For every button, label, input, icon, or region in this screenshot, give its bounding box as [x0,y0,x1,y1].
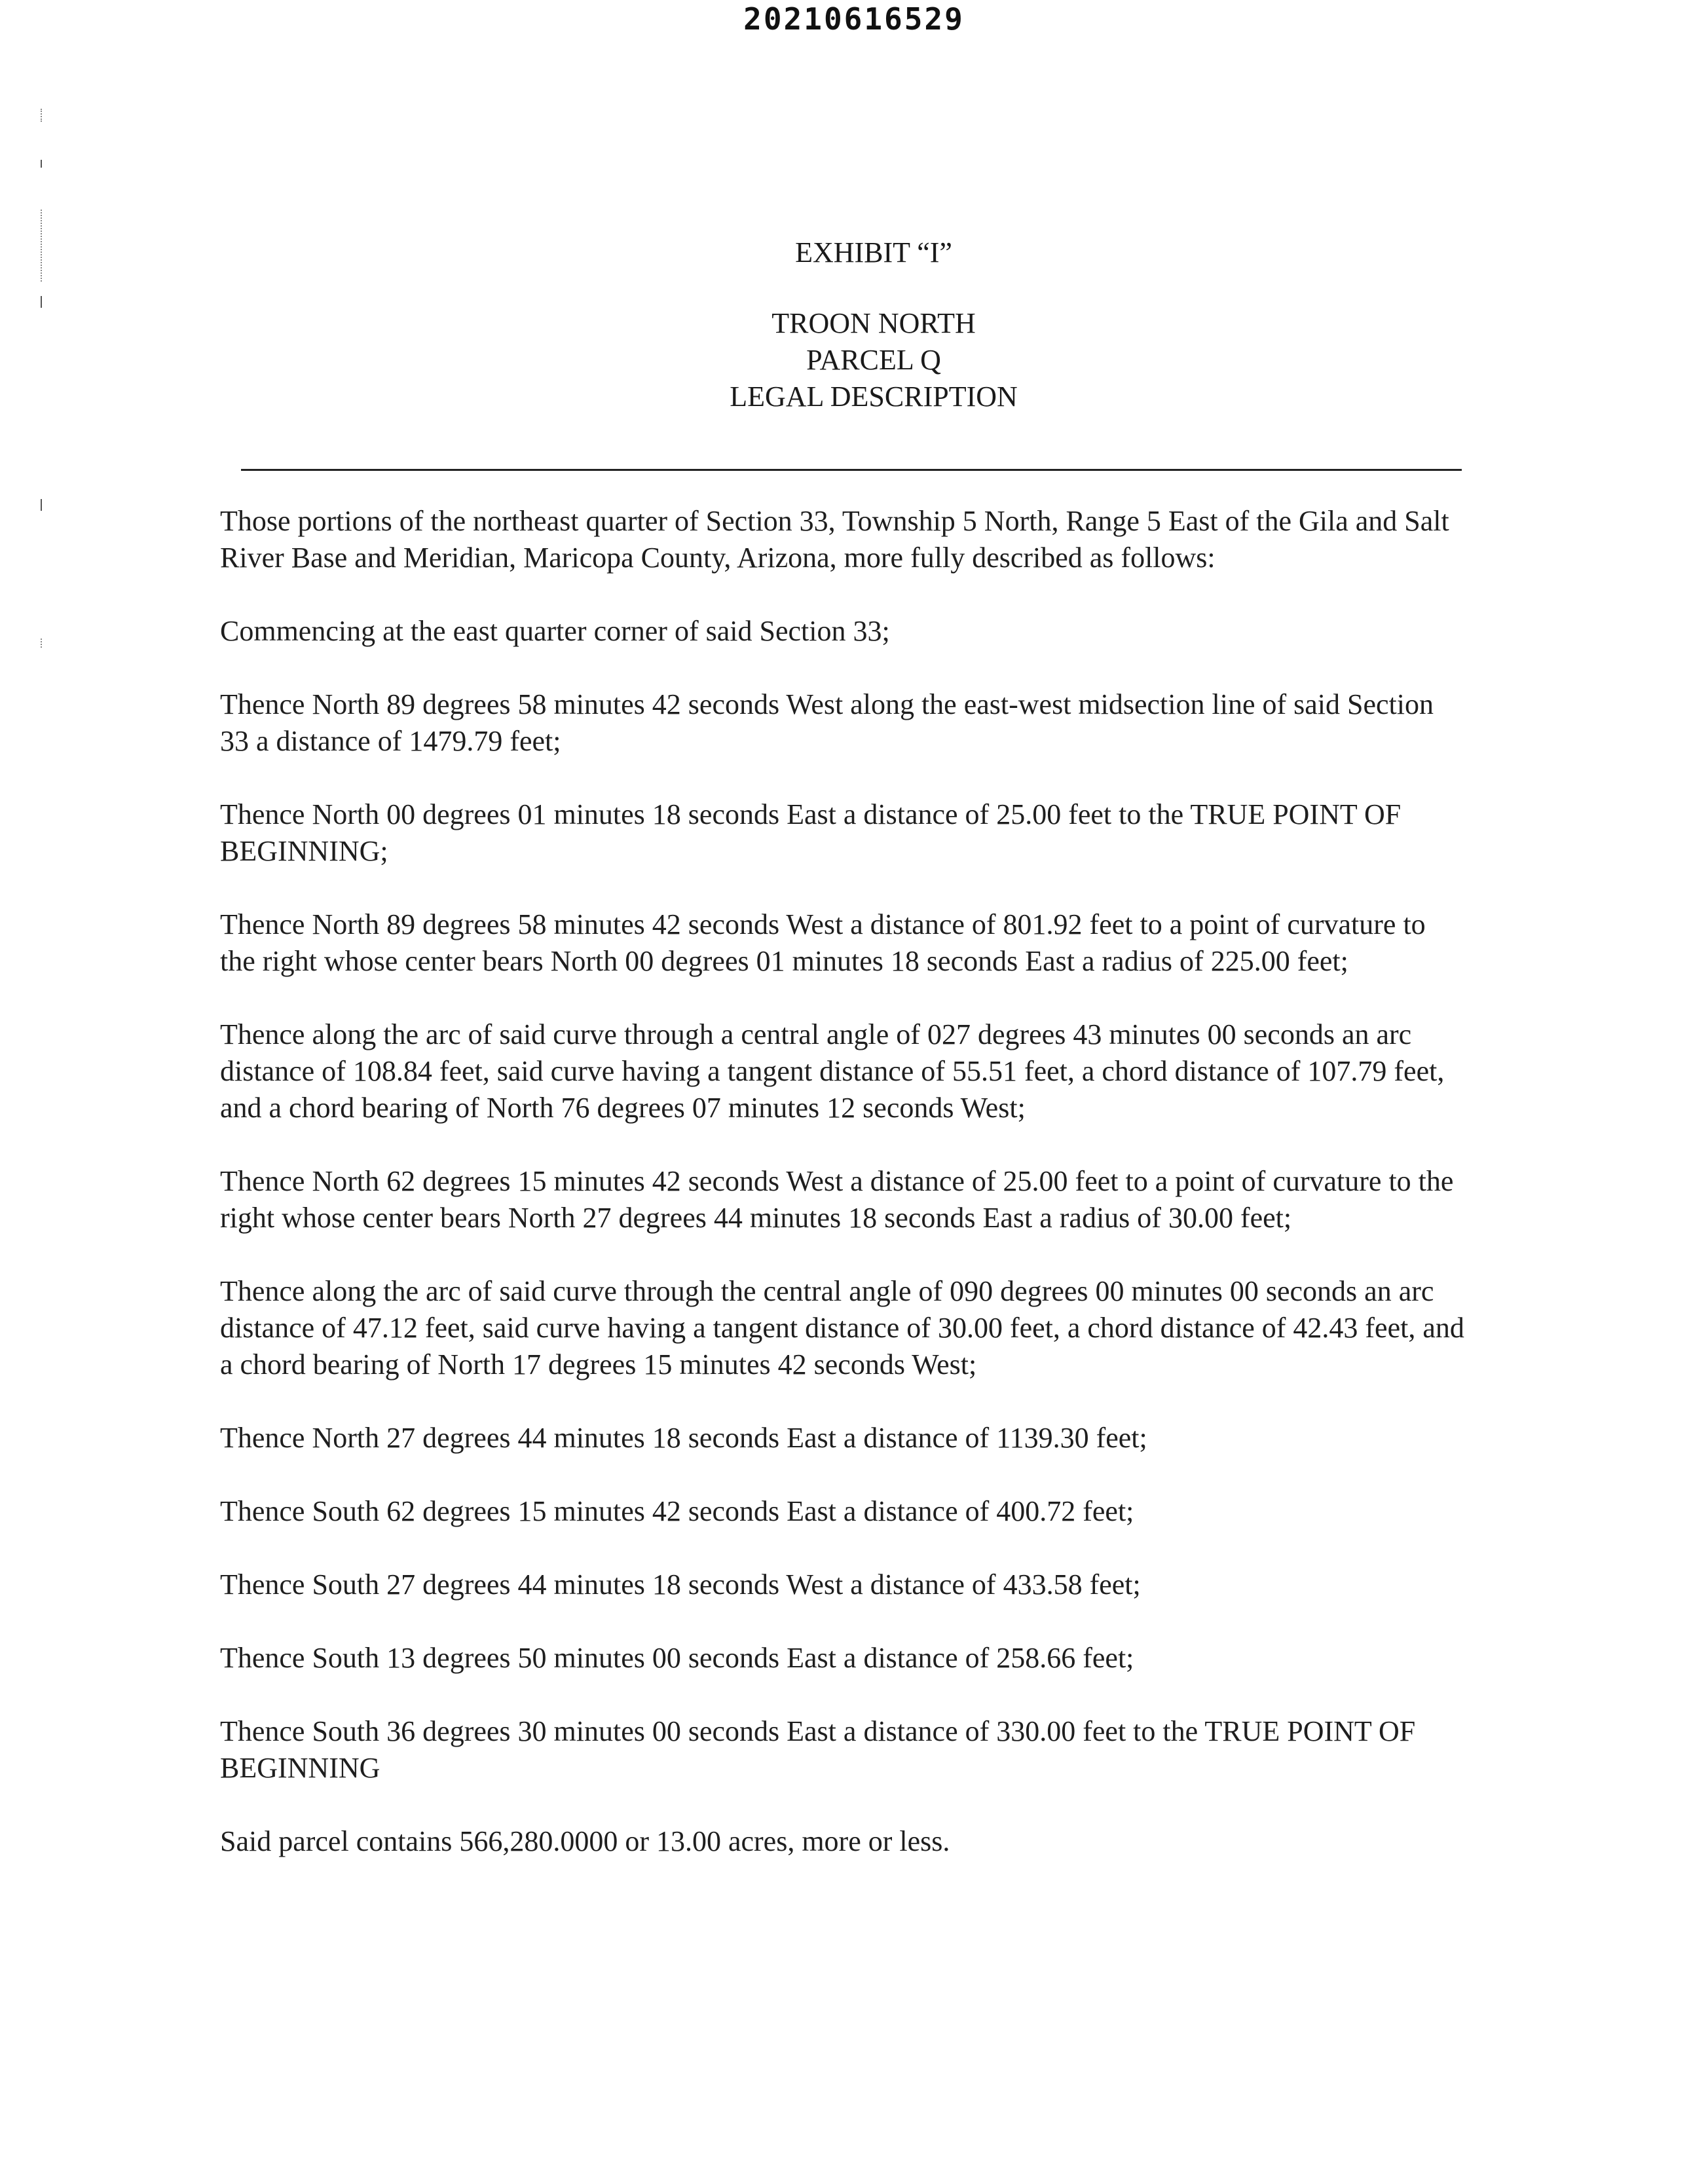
scan-mark [41,639,42,648]
title-line-subdivision: TROON NORTH [771,307,976,339]
paragraph-area-statement: Said parcel contains 566,280.0000 or 13.00 acres, more or less. [220,1825,950,1857]
paragraph-course: Thence South 36 degrees 30 minutes 00 seconds East a distance of 330.00 feet to the TRUE POINT OF BEGINNING [220,1715,1416,1784]
paragraph-course: Thence North 89 degrees 58 minutes 42 seconds West along the east-west midsection line of said Section 33 a distance of 1479.79 feet; [220,688,1434,757]
scan-mark [41,160,42,168]
paragraph-course: Thence South 27 degrees 44 minutes 18 seconds West a distance of 433.58 feet; [220,1568,1141,1601]
title-line-parcel: PARCEL Q [806,344,941,376]
title-divider-rule [241,469,1462,471]
paragraph-curve: Thence along the arc of said curve through the central angle of 090 degrees 00 minutes 00 seconds an arc distance of 47.12 feet, said curve having a tangent distance of 30.00 feet, a chord distance of 42.43 feet, and a chord bearing of North 17 degrees 15 minutes 42 seconds West; [220,1275,1464,1381]
paragraph-course: Thence South 13 degrees 50 minutes 00 seconds East a distance of 258.66 feet; [220,1642,1134,1674]
paragraph-commencing: Commencing at the east quarter corner of said Section 33; [220,615,890,647]
document-number: 20210616529 [743,1,965,37]
paragraph-course: Thence North 62 degrees 15 minutes 42 seconds West a distance of 25.00 feet to a point of curvature to the right whose center bears North 27 degrees 44 minutes 18 seconds East a radius of 30.00 feet; [220,1165,1454,1234]
paragraph-curve: Thence along the arc of said curve through a central angle of 027 degrees 43 minutes 00 seconds an arc distance of 108.84 feet, said curve having a tangent distance of 55.51 feet, a chord distance of 107.79 feet, and a chord bearing of North 76 degrees 07 minutes 12 seconds West; [220,1018,1445,1124]
paragraph-course: Thence South 62 degrees 15 minutes 42 seconds East a distance of 400.72 feet; [220,1495,1134,1527]
exhibit-heading: EXHIBIT “I” [795,236,952,269]
paragraph-course: Thence North 27 degrees 44 minutes 18 seconds East a distance of 1139.30 feet; [220,1422,1147,1454]
scan-mark [41,109,42,122]
legal-description-body [220,503,1464,1897]
paragraph-course: Thence North 00 degrees 01 minutes 18 seconds East a distance of 25.00 feet to the TRUE POINT OF BEGINNING; [220,798,1402,867]
paragraph-course: Thence North 89 degrees 58 minutes 42 seconds West a distance of 801.92 feet to a point of curvature to the right whose center bears North 00 degrees 01 minutes 18 seconds East a radius of 225.00 feet; [220,908,1426,977]
paragraph-intro: Those portions of the northeast quarter of Section 33, Township 5 North, Range 5 East of the Gila and Salt River Base and Meridian, Maricopa County, Arizona, more fully described as follows: [220,505,1449,574]
title-line-description: LEGAL DESCRIPTION [730,380,1018,413]
scan-mark [41,499,42,511]
exhibit-title-block [0,234,1708,415]
